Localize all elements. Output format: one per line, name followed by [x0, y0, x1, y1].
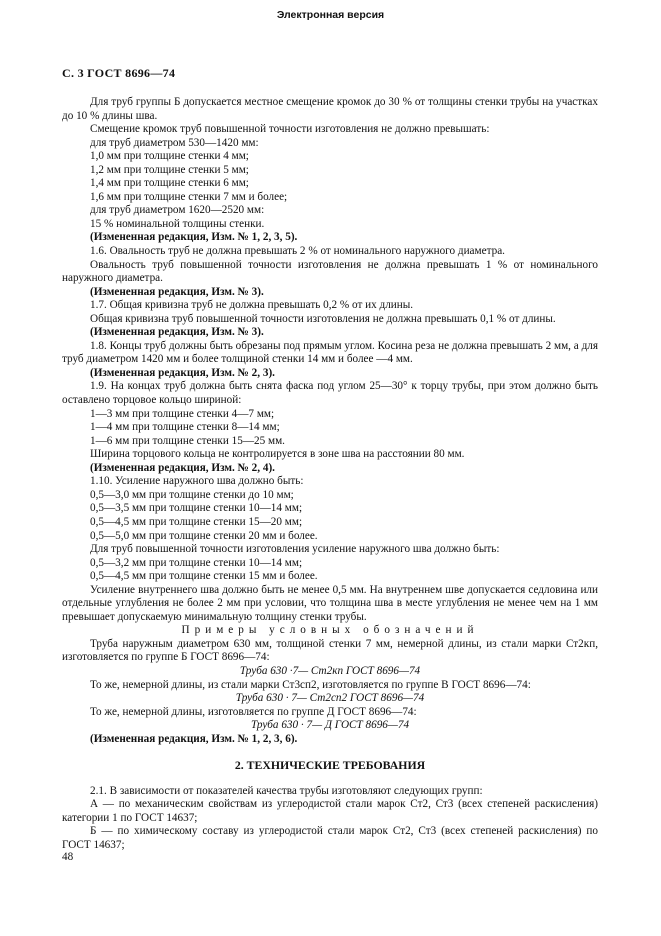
list-item: 1—4 мм при толщине стенки 8—14 мм; — [90, 421, 280, 434]
list-item: 1,6 мм при толщине стенки 7 мм и более; — [90, 190, 288, 203]
document-body — [62, 96, 598, 853]
example-text: То же, немерной длины, из стали марки Ст3сп2, изготовляется по группе В ГОСТ 8696—74: — [90, 678, 531, 691]
electronic-version-header: Электронная версия — [276, 9, 385, 21]
paragraph: Овальность труб повышенной точности изготовления не должна превышать 1 % от номинального наружного диаметра. — [62, 258, 598, 285]
list-item: для труб диаметром 1620—2520 мм: — [90, 204, 265, 217]
list-item: 1—6 мм при толщине стенки 15—25 мм. — [90, 434, 285, 447]
amendment-note: (Измененная редакция, Изм. № 2, 4). — [90, 461, 275, 474]
paragraph: Смещение кромок труб повышенной точности изготовления не должно превышать: — [90, 123, 490, 136]
example-text: То же, немерной длины, изготовляется по группе Д ГОСТ 8696—74: — [90, 705, 417, 718]
paragraph: Общая кривизна труб повышенной точности изготовления не должна превышать 0,1 % от длины. — [90, 312, 556, 325]
paragraph: Ширина торцового кольца не контролируется в зоне шва на расстоянии 80 мм. — [90, 448, 465, 461]
list-item: 0,5—4,5 мм при толщине стенки 15—20 мм; — [90, 515, 303, 528]
paragraph: А — по механическим свойствам из углеродистой стали марок Ст2, Ст3 (всех степеней раскисления) категории 1 по ГОСТ 14637; — [62, 798, 598, 824]
amendment-note: (Измененная редакция, Изм. № 1, 2, 3, 5). — [90, 231, 298, 244]
clause-1-6: 1.6. Овальность труб не должна превышать 2 % от номинального наружного диаметра. — [90, 245, 505, 258]
paragraph: Б — по химическому составу из углеродистой стали марок Ст2, Ст3 (всех степеней раскисления) по ГОСТ 14637; — [62, 825, 598, 851]
amendment-note: (Измененная редакция, Изм. № 3). — [90, 285, 264, 298]
page-number: 48 — [62, 851, 74, 863]
example-text: Труба наружным диаметром 630 мм, толщиной стенки 7 мм, немерной длины, из стали марки Ст2кп, изготовляется по группе Б ГОСТ 8696—74: — [62, 637, 598, 664]
clause-2-1: 2.1. В зависимости от показателей качества трубы изготовляют следующих групп: — [90, 784, 483, 797]
page-reference: С. 3 ГОСТ 8696—74 — [62, 66, 176, 80]
section-title: 2. ТЕХНИЧЕСКИЕ ТРЕБОВАНИЯ — [234, 758, 426, 773]
list-item: 1,0 мм при толщине стенки 4 мм; — [90, 150, 249, 163]
amendment-note: (Измененная редакция, Изм. № 2, 3). — [90, 366, 275, 379]
list-item: 1—3 мм при толщине стенки 4—7 мм; — [90, 407, 275, 420]
list-item: 0,5—3,2 мм при толщине стенки 10—14 мм; — [90, 556, 303, 569]
designation-example: Труба 630 · 7— Ст2сп2 ГОСТ 8696—74 — [235, 692, 425, 705]
paragraph: Для труб повышенной точности изготовления усиление наружного шва должно быть: — [90, 543, 500, 556]
list-item: 0,5—4,5 мм при толщине стенки 15 мм и более. — [90, 570, 318, 583]
clause-1-10: 1.10. Усиление наружного шва должно быть: — [90, 475, 304, 488]
clause-1-8: 1.8. Концы труб должны быть обрезаны под прямым углом. Косина реза не должна превышать 2 мм, а для труб диаметром 1420 мм и более толщиной стенки 14 мм и более —4 мм. — [62, 339, 598, 366]
list-item: 15 % номинальной толщины стенки. — [90, 217, 265, 230]
amendment-note: (Измененная редакция, Изм. № 1, 2, 3, 6). — [90, 732, 298, 745]
list-item: 0,5—3,5 мм при толщине стенки 10—14 мм; — [90, 502, 303, 515]
paragraph: Для труб группы Б допускается местное смещение кромок до 30 % от толщины стенки трубы на участках до 10 % длины шва. — [62, 96, 598, 122]
clause-1-7: 1.7. Общая кривизна труб не должна превышать 0,2 % от их длины. — [90, 299, 414, 312]
list-item: 1,2 мм при толщине стенки 5 мм; — [90, 163, 249, 176]
designation-example: Труба 630 · 7— Д ГОСТ 8696—74 — [250, 719, 410, 732]
designation-example: Труба 630 ·7— Ст2кп ГОСТ 8696—74 — [239, 664, 421, 677]
amendment-note: (Измененная редакция, Изм. № 3). — [90, 326, 264, 339]
clause-1-9: 1.9. На концах труб должна быть снята фаска под углом 25—30° к торцу трубы, при этом должно быть оставлено торцовое кольцо шириной: — [62, 380, 598, 407]
list-item: 0,5—3,0 мм при толщине стенки до 10 мм; — [90, 488, 294, 501]
examples-heading: Примеры условных обозначений — [181, 624, 479, 637]
list-item: 1,4 мм при толщине стенки 6 мм; — [90, 177, 249, 190]
list-item: 0,5—5,0 мм при толщине стенки 20 мм и более. — [90, 529, 318, 542]
list-item: для труб диаметром 530—1420 мм: — [90, 136, 259, 149]
paragraph: Усиление внутреннего шва должно быть не менее 0,5 мм. На внутреннем шве допускается седловина или отдельные углубления не более 2 мм при условии, что толщина шва в месте углубления не менее чем на 1 мм превышает допускаемую минимальную толщину стенки трубы. — [62, 583, 598, 623]
